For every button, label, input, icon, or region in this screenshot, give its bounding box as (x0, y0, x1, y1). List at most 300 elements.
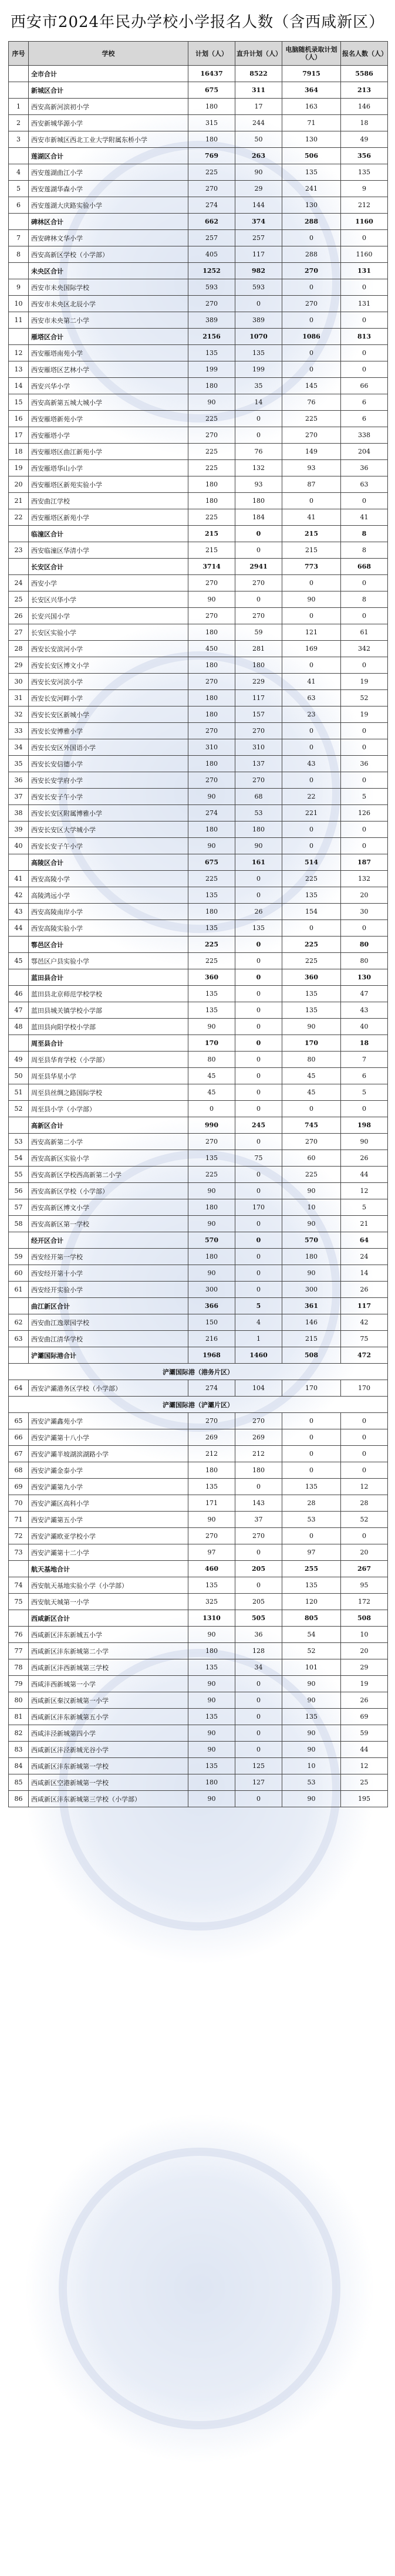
cell-school: 西安市新城区西北工业大学附属东桥小学 (29, 131, 188, 148)
cell-index: 71 (9, 1512, 29, 1528)
cell-index: 35 (9, 756, 29, 772)
table-row (9, 493, 388, 509)
cell-lottery-plan: 805 (282, 1610, 341, 1627)
cell-applicants: 0 (341, 772, 388, 789)
cell-plan: 135 (188, 920, 235, 937)
cell-direct-plan: 36 (235, 1627, 282, 1643)
subtotal-row (9, 854, 388, 871)
cell-lottery-plan: 45 (282, 1084, 341, 1101)
table-row (9, 1791, 388, 1807)
header-index: 序号 (9, 42, 29, 66)
header-plan: 计划（人） (188, 42, 235, 66)
cell-lottery-plan: 45 (282, 1068, 341, 1084)
cell-direct-plan: 135 (235, 345, 282, 361)
cell-direct-plan: 14 (235, 394, 282, 411)
cell-lottery-plan: 0 (282, 493, 341, 509)
table-row (9, 1659, 388, 1676)
cell-lottery-plan: 170 (282, 1035, 341, 1052)
cell-school: 鄠邑区户县实验小学 (29, 953, 188, 969)
cell-direct-plan: 104 (235, 1380, 282, 1397)
table-row (9, 1331, 388, 1347)
cell-lottery-plan: 52 (282, 1643, 341, 1659)
cell-direct-plan: 17 (235, 99, 282, 115)
cell-lottery-plan: 215 (282, 1331, 341, 1347)
cell-school: 西安长安区大学城小学 (29, 822, 188, 838)
cell-applicants: 10 (341, 1627, 388, 1643)
cell-applicants: 0 (341, 312, 388, 329)
subtotal-row (9, 263, 388, 279)
cell-school: 西安浐灞半坡湖滨湖路小学 (29, 1446, 188, 1462)
cell-direct-plan: 132 (235, 460, 282, 476)
cell-lottery-plan: 215 (282, 542, 341, 559)
cell-direct-plan: 374 (235, 214, 282, 230)
cell-direct-plan: 59 (235, 624, 282, 641)
cell-applicants: 12 (341, 1183, 388, 1199)
cell-school: 西安长安信德小学 (29, 756, 188, 772)
cell-applicants: 0 (341, 739, 388, 756)
table-row (9, 1019, 388, 1035)
cell-lottery-plan: 135 (282, 887, 341, 904)
cell-lottery-plan: 80 (282, 1052, 341, 1068)
cell-lottery-plan: 288 (282, 214, 341, 230)
cell-lottery-plan: 0 (282, 575, 341, 591)
cell-lottery-plan: 221 (282, 805, 341, 822)
cell-direct-plan: 0 (235, 937, 282, 953)
cell-plan: 270 (188, 1413, 235, 1429)
cell-applicants: 20 (341, 1643, 388, 1659)
table-row (9, 1512, 388, 1528)
cell-direct-plan: 281 (235, 641, 282, 657)
cell-index: 4 (9, 164, 29, 181)
cell-plan: 135 (188, 1758, 235, 1774)
table-row (9, 1643, 388, 1659)
cell-school: 西安雁塔区艺林小学 (29, 361, 188, 378)
cell-index: 49 (9, 1052, 29, 1068)
cell-plan: 225 (188, 444, 235, 460)
cell-direct-plan: 125 (235, 1758, 282, 1774)
cell-lottery-plan: 270 (282, 296, 341, 312)
cell-direct-plan: 161 (235, 854, 282, 871)
cell-lottery-plan: 135 (282, 1709, 341, 1725)
cell-index (9, 1298, 29, 1314)
cell-index: 39 (9, 822, 29, 838)
table-row (9, 1774, 388, 1791)
cell-school: 周至县华星小学 (29, 1068, 188, 1084)
cell-lottery-plan: 146 (282, 1314, 341, 1331)
cell-school: 莲湖区合计 (29, 148, 188, 164)
cell-direct-plan: 263 (235, 148, 282, 164)
cell-direct-plan: 205 (235, 1594, 282, 1610)
cell-direct-plan: 0 (235, 1052, 282, 1068)
table-row (9, 312, 388, 329)
cell-applicants: 40 (341, 1019, 388, 1035)
cell-lottery-plan: 135 (282, 164, 341, 181)
table-row (9, 1627, 388, 1643)
cell-direct-plan: 29 (235, 181, 282, 197)
table-row (9, 361, 388, 378)
cell-index: 13 (9, 361, 29, 378)
cell-direct-plan: 505 (235, 1610, 282, 1627)
cell-school: 西安雁塔区曲江新苑小学 (29, 444, 188, 460)
table-row (9, 1002, 388, 1019)
cell-index: 51 (9, 1084, 29, 1101)
cell-applicants: 204 (341, 444, 388, 460)
cell-school: 西安雁塔新苑小学 (29, 411, 188, 427)
cell-school: 西安长安区外国语小学 (29, 739, 188, 756)
cell-direct-plan: 170 (235, 1199, 282, 1216)
cell-direct-plan: 0 (235, 887, 282, 904)
table-row (9, 1758, 388, 1774)
cell-index: 19 (9, 460, 29, 476)
cell-plan: 269 (188, 1429, 235, 1446)
table-row (9, 1380, 388, 1397)
cell-applicants: 5586 (341, 66, 388, 82)
cell-applicants: 187 (341, 854, 388, 871)
cell-lottery-plan: 361 (282, 1298, 341, 1314)
cell-applicants: 130 (341, 969, 388, 986)
cell-school: 周至县小学（小学部） (29, 1101, 188, 1117)
cell-school: 西安高新区学校（小学部） (29, 246, 188, 263)
cell-lottery-plan: 135 (282, 1577, 341, 1594)
cell-school: 西安高新区第一学校 (29, 1216, 188, 1232)
cell-applicants: 12 (341, 1758, 388, 1774)
cell-direct-plan: 0 (235, 1725, 282, 1742)
cell-direct-plan: 127 (235, 1774, 282, 1791)
cell-applicants: 117 (341, 1298, 388, 1314)
cell-school: 高新区合计 (29, 1117, 188, 1134)
cell-applicants: 1160 (341, 246, 388, 263)
table-row (9, 674, 388, 690)
cell-direct-plan: 90 (235, 164, 282, 181)
cell-applicants: 472 (341, 1347, 388, 1364)
cell-direct-plan: 180 (235, 822, 282, 838)
cell-index: 7 (9, 230, 29, 246)
cell-school: 西安浐灞欧亚学校小学 (29, 1528, 188, 1544)
cell-school: 西安高新第二小学 (29, 1134, 188, 1150)
cell-plan: 460 (188, 1561, 235, 1577)
cell-plan: 90 (188, 1725, 235, 1742)
cell-lottery-plan: 0 (282, 723, 341, 739)
cell-lottery-plan: 364 (282, 82, 341, 99)
cell-direct-plan: 117 (235, 690, 282, 706)
cell-direct-plan: 212 (235, 1446, 282, 1462)
cell-plan: 225 (188, 1167, 235, 1183)
subtotal-row (9, 329, 388, 345)
cell-direct-plan: 117 (235, 246, 282, 263)
cell-school: 西安浐灞第九小学 (29, 1479, 188, 1495)
cell-direct-plan: 310 (235, 739, 282, 756)
cell-school: 西安雁塔区新苑小学 (29, 509, 188, 526)
cell-school: 周至县合计 (29, 1035, 188, 1052)
cell-index: 3 (9, 131, 29, 148)
cell-plan: 990 (188, 1117, 235, 1134)
cell-index: 31 (9, 690, 29, 706)
cell-school: 鄠邑区合计 (29, 937, 188, 953)
cell-index: 37 (9, 789, 29, 805)
cell-school: 西安小学 (29, 575, 188, 591)
table-row (9, 1429, 388, 1446)
cell-index: 15 (9, 394, 29, 411)
cell-index: 22 (9, 509, 29, 526)
cell-plan: 212 (188, 1446, 235, 1462)
cell-index: 65 (9, 1413, 29, 1429)
cell-direct-plan: 0 (235, 969, 282, 986)
cell-index (9, 559, 29, 575)
cell-school: 高陵区合计 (29, 854, 188, 871)
cell-direct-plan: 184 (235, 509, 282, 526)
cell-plan: 274 (188, 805, 235, 822)
cell-direct-plan: 0 (235, 1183, 282, 1199)
table-row (9, 1495, 388, 1512)
cell-plan: 360 (188, 969, 235, 986)
cell-direct-plan: 5 (235, 1298, 282, 1314)
cell-plan: 135 (188, 1709, 235, 1725)
cell-index: 33 (9, 723, 29, 739)
cell-plan: 225 (188, 871, 235, 887)
cell-direct-plan: 157 (235, 706, 282, 723)
cell-school: 蓝田县城关镇学校小学部 (29, 1002, 188, 1019)
cell-applicants: 20 (341, 1544, 388, 1561)
cell-school: 西咸新区沣东新城第三学校（小学部） (29, 1791, 188, 1807)
cell-plan: 150 (188, 1314, 235, 1331)
cell-applicants: 64 (341, 1232, 388, 1249)
table-row (9, 230, 388, 246)
cell-applicants: 12 (341, 1479, 388, 1495)
cell-plan: 366 (188, 1298, 235, 1314)
table-row (9, 1479, 388, 1495)
cell-lottery-plan: 7915 (282, 66, 341, 82)
cell-direct-plan: 0 (235, 1692, 282, 1709)
cell-school: 西安临潼区华清小学 (29, 542, 188, 559)
cell-plan: 135 (188, 1002, 235, 1019)
table-row (9, 986, 388, 1002)
cell-index: 61 (9, 1282, 29, 1298)
cell-index (9, 66, 29, 82)
cell-school: 西安长安学府小学 (29, 772, 188, 789)
cell-applicants: 195 (341, 1791, 388, 1807)
cell-applicants: 6 (341, 1068, 388, 1084)
cell-direct-plan: 137 (235, 756, 282, 772)
cell-direct-plan: 144 (235, 197, 282, 214)
cell-school: 长安兴国小学 (29, 608, 188, 624)
table-row (9, 1594, 388, 1610)
cell-plan: 769 (188, 148, 235, 164)
table-row (9, 805, 388, 822)
cell-plan: 180 (188, 706, 235, 723)
cell-plan: 270 (188, 575, 235, 591)
cell-applicants: 0 (341, 493, 388, 509)
cell-lottery-plan: 225 (282, 871, 341, 887)
cell-index: 43 (9, 904, 29, 920)
cell-index: 60 (9, 1265, 29, 1282)
cell-school: 西安长安区新城小学 (29, 706, 188, 723)
cell-plan: 135 (188, 1577, 235, 1594)
cell-applicants: 29 (341, 1659, 388, 1676)
cell-lottery-plan: 41 (282, 509, 341, 526)
cell-plan: 675 (188, 854, 235, 871)
cell-school: 西安长安区附属博雅小学 (29, 805, 188, 822)
cell-school: 临潼区合计 (29, 526, 188, 542)
cell-school: 西安长安子午小学 (29, 838, 188, 854)
cell-lottery-plan: 41 (282, 674, 341, 690)
cell-index: 78 (9, 1659, 29, 1676)
cell-lottery-plan: 28 (282, 1495, 341, 1512)
cell-lottery-plan: 135 (282, 1002, 341, 1019)
table-row (9, 181, 388, 197)
cell-direct-plan: 0 (235, 1249, 282, 1265)
cell-lottery-plan: 135 (282, 1479, 341, 1495)
cell-direct-plan: 0 (235, 1742, 282, 1758)
cell-plan: 180 (188, 756, 235, 772)
cell-school: 西安莲湖华森小学 (29, 181, 188, 197)
cell-lottery-plan: 514 (282, 854, 341, 871)
cell-school: 雁塔区合计 (29, 329, 188, 345)
cell-direct-plan: 50 (235, 131, 282, 148)
cell-lottery-plan: 145 (282, 378, 341, 394)
subtotal-row (9, 1035, 388, 1052)
cell-applicants: 5 (341, 789, 388, 805)
cell-applicants: 8 (341, 542, 388, 559)
cell-plan: 90 (188, 1216, 235, 1232)
cell-school: 西咸沣西新城第一小学 (29, 1676, 188, 1692)
cell-index (9, 937, 29, 953)
cell-direct-plan: 0 (235, 1282, 282, 1298)
cell-lottery-plan: 53 (282, 1512, 341, 1528)
table-row (9, 920, 388, 937)
table-row (9, 1134, 388, 1150)
cell-direct-plan: 0 (235, 1709, 282, 1725)
cell-direct-plan: 0 (235, 1479, 282, 1495)
cell-lottery-plan: 90 (282, 1216, 341, 1232)
cell-index: 25 (9, 591, 29, 608)
table-row (9, 1150, 388, 1167)
cell-direct-plan: 0 (235, 296, 282, 312)
cell-index (9, 526, 29, 542)
cell-index (9, 1610, 29, 1627)
table-row (9, 591, 388, 608)
cell-lottery-plan: 773 (282, 559, 341, 575)
table-row (9, 756, 388, 772)
cell-applicants: 6 (341, 394, 388, 411)
cell-school: 西咸新区沣东新城第一学校 (29, 1758, 188, 1774)
cell-school: 周至县华育学校（小学部） (29, 1052, 188, 1068)
cell-index: 73 (9, 1544, 29, 1561)
table-row (9, 509, 388, 526)
cell-school: 西安航天城第一小学 (29, 1594, 188, 1610)
cell-lottery-plan: 508 (282, 1347, 341, 1364)
table-row (9, 657, 388, 674)
cell-school: 西安浐灞金泰小学 (29, 1462, 188, 1479)
cell-direct-plan: 0 (235, 1265, 282, 1282)
cell-index: 6 (9, 197, 29, 214)
cell-direct-plan: 593 (235, 279, 282, 296)
cell-index: 11 (9, 312, 29, 329)
cell-applicants: 36 (341, 756, 388, 772)
cell-lottery-plan: 90 (282, 1742, 341, 1758)
cell-direct-plan: 143 (235, 1495, 282, 1512)
subtotal-row (9, 148, 388, 164)
cell-lottery-plan: 0 (282, 312, 341, 329)
cell-applicants: 43 (341, 1002, 388, 1019)
cell-school: 西安浐灞第十二小学 (29, 1544, 188, 1561)
cell-lottery-plan: 22 (282, 789, 341, 805)
table-row (9, 1709, 388, 1725)
subtotal-row (9, 1298, 388, 1314)
cell-applicants: 0 (341, 361, 388, 378)
cell-direct-plan: 180 (235, 657, 282, 674)
subtotal-row (9, 1232, 388, 1249)
cell-plan: 593 (188, 279, 235, 296)
cell-applicants: 172 (341, 1594, 388, 1610)
table-row (9, 1167, 388, 1183)
cell-applicants: 14 (341, 1265, 388, 1282)
cell-plan: 180 (188, 904, 235, 920)
cell-school: 西安雁塔小学 (29, 427, 188, 444)
cell-school: 碑林区合计 (29, 214, 188, 230)
cell-index: 42 (9, 887, 29, 904)
cell-index: 21 (9, 493, 29, 509)
cell-direct-plan: 135 (235, 920, 282, 937)
cell-school: 蓝田县合计 (29, 969, 188, 986)
subtotal-row (9, 937, 388, 953)
table-row (9, 706, 388, 723)
section-title: 浐灞国际港（港务片区） (9, 1364, 388, 1380)
cell-index: 20 (9, 476, 29, 493)
table-row (9, 115, 388, 131)
cell-school: 西安曲江逸翠园学校 (29, 1314, 188, 1331)
cell-direct-plan: 1070 (235, 329, 282, 345)
cell-direct-plan: 4 (235, 1314, 282, 1331)
cell-direct-plan: 0 (235, 1167, 282, 1183)
cell-school: 西安高陵小学 (29, 871, 188, 887)
cell-school: 长安区实验小学 (29, 624, 188, 641)
cell-applicants: 0 (341, 1462, 388, 1479)
cell-school: 西咸新区沣东新城第五小学 (29, 1709, 188, 1725)
cell-direct-plan: 0 (235, 1134, 282, 1150)
cell-index: 40 (9, 838, 29, 854)
cell-direct-plan: 270 (235, 608, 282, 624)
cell-index: 85 (9, 1774, 29, 1791)
cell-school: 西安高新区博文小学 (29, 1199, 188, 1216)
subtotal-row (9, 66, 388, 82)
cell-school: 长安区合计 (29, 559, 188, 575)
cell-applicants: 63 (341, 476, 388, 493)
table-row (9, 378, 388, 394)
cell-direct-plan: 0 (235, 1068, 282, 1084)
table-row (9, 887, 388, 904)
cell-lottery-plan: 0 (282, 608, 341, 624)
cell-plan: 270 (188, 723, 235, 739)
cell-index (9, 148, 29, 164)
cell-lottery-plan: 215 (282, 526, 341, 542)
cell-school: 新城区合计 (29, 82, 188, 99)
cell-plan: 325 (188, 1594, 235, 1610)
table-row (9, 1742, 388, 1758)
cell-index: 75 (9, 1594, 29, 1610)
cell-lottery-plan: 154 (282, 904, 341, 920)
table-row (9, 1249, 388, 1265)
cell-direct-plan: 0 (235, 1019, 282, 1035)
table-row (9, 575, 388, 591)
cell-plan: 225 (188, 411, 235, 427)
cell-plan: 310 (188, 739, 235, 756)
cell-lottery-plan: 101 (282, 1659, 341, 1676)
cell-lottery-plan: 570 (282, 1232, 341, 1249)
cell-index: 18 (9, 444, 29, 460)
cell-plan: 180 (188, 131, 235, 148)
cell-direct-plan: 128 (235, 1643, 282, 1659)
cell-index: 45 (9, 953, 29, 969)
